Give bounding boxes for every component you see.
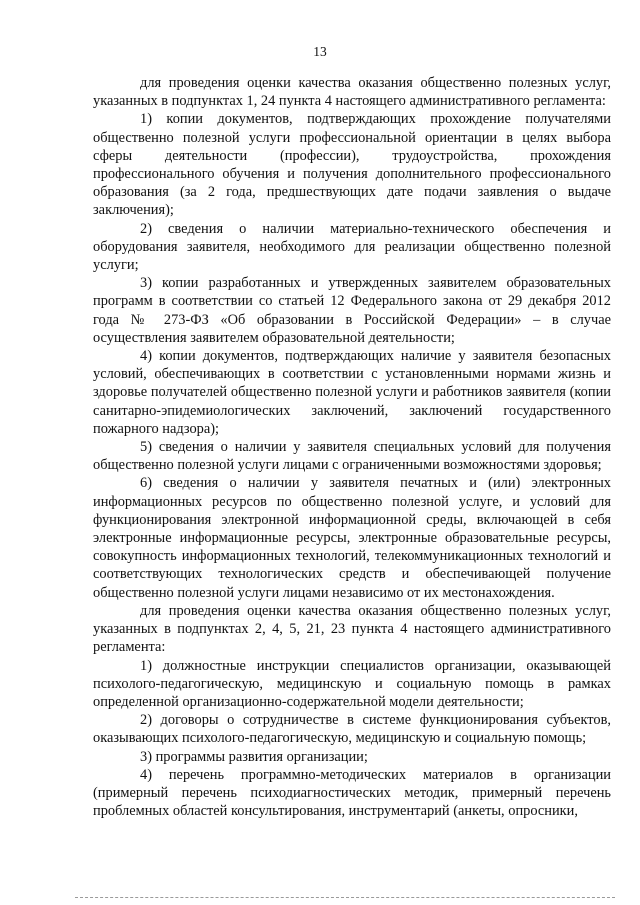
intro-paragraph: для проведения оценки качества оказания общественно полезных услуг, указанных в подпунктах 1, 24 пункта 4 настоящего административного регламента: (93, 75, 611, 110)
list-item: 2) сведения о наличии материально-технического обеспечения и оборудования заявителя, необходимого для реализации общественно полезной услуги; (93, 220, 611, 274)
list-item: 5) сведения о наличии у заявителя специальных условий для получения общественно полезной услуги лицами с ограниченными возможностями здоровья; (93, 439, 611, 474)
list-item: 4) перечень программно-методических материалов в организации (примерный перечень психодиагностических методик, примерный перечень проблемных областей консультирования, инструментарий (анкеты, опросники, (93, 766, 611, 820)
intro-paragraph: для проведения оценки качества оказания общественно полезных услуг, указанных в подпунктах 2, 4, 5, 21, 23 пункта 4 настоящего административного регламента: (93, 602, 611, 656)
page-bottom-divider (75, 897, 615, 898)
page-number: 13 (313, 44, 327, 59)
list-item: 3) программы развития организации; (140, 748, 368, 765)
list-item: 4) копии документов, подтверждающих наличие у заявителя безопасных условий, обеспечивающих в соответствии с установленными нормами жизнь и здоровье получателей общественно полезной услуги и работников заявителя (копии санитарно-эпидемиологических заключений, заключений государственного пожарного надзора); (93, 348, 611, 437)
page-body (93, 74, 611, 820)
list-item: 6) сведения о наличии у заявителя печатных и (или) электронных информационных ресурсов по общественно полезной услуге, и условий для функционирования электронной информационной среды, включающей в себя электронные информационные ресурсы, электронные образовательные ресурсы, совокупность информационных технологий, телекоммуникационных технологий и соответствующих технологических средств и обеспечивающей получение общественно полезной услуги лицами независимо от их местонахождения. (93, 475, 611, 601)
list-item: 1) должностные инструкции специалистов организации, оказывающей психолого-педагогическую, медицинскую и социальную помощь в рамках определенной организационно-содержательной модели деятельности; (93, 657, 611, 710)
list-item: 3) копии разработанных и утвержденных заявителем образовательных программ в соответствии со статьей 12 Федерального закона от 29 декабря 2012 года № 273-ФЗ «Об образовании в Российской Федерации» – в случае осуществления заявителем образовательной деятельности; (93, 275, 611, 346)
list-item: 2) договоры о сотрудничестве в системе функционирования субъектов, оказывающих психолого-педагогическую, медицинскую и социальную помощь; (93, 712, 611, 747)
list-item: 1) копии документов, подтверждающих прохождение получателями общественно полезной услуги профессиональной ориентации в целях выбора сферы деятельности (профессии), трудоустройства, прохождения профессионального обучения и получения дополнительного профессионального образования (за 2 года, предшествующих дате подачи заявления о выдаче заключения); (93, 111, 611, 219)
